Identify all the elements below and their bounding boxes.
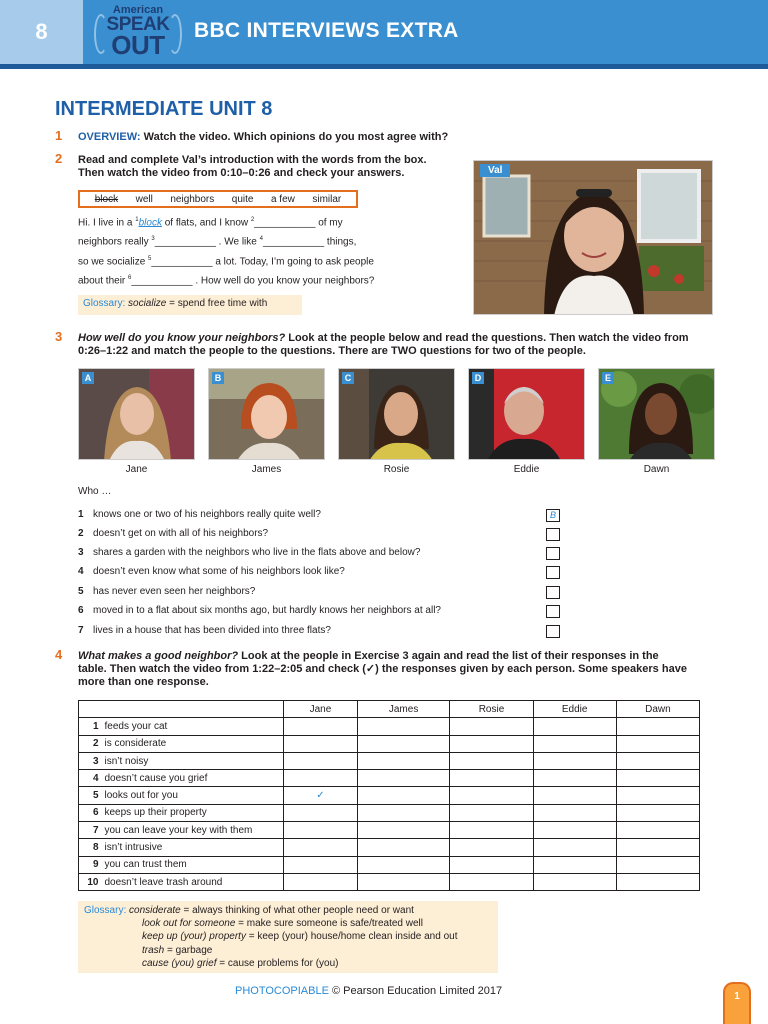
tag-e: E [602,372,614,384]
answer-box-6[interactable] [546,605,560,618]
dawn-illustration [599,369,715,460]
table-row [79,752,700,769]
check-cell[interactable] [616,770,699,787]
table-corner [79,701,284,718]
check-cell[interactable]: ✓ [284,787,358,804]
question-1 [78,509,321,520]
gap-number: 1 [135,217,139,223]
q-number: 3 [78,547,84,558]
row-label: isn’t noisy [101,752,284,769]
check-cell[interactable] [616,839,699,856]
col-rosie: Rosie [450,701,533,718]
check-cell[interactable] [450,718,533,735]
tag-c: C [342,372,354,384]
row-number: 3 [79,752,101,769]
check-cell[interactable] [616,735,699,752]
col-james: James [357,701,450,718]
row-label: isn’t intrusive [101,839,284,856]
name-rosie: Rosie [383,464,410,475]
photocopiable-label: PHOTOCOPIABLE [235,985,329,997]
row-label: keeps up their property [101,804,284,821]
ex4-line1: Look at the people in Exercise 3 again and read the list of their responses in the [238,650,659,662]
glossary2-def: = garbage [164,944,213,956]
ex3-question: How well do you know your neighbors? [78,332,286,344]
ex4-question: What makes a good neighbor? [78,650,239,662]
word-6: similar [312,193,342,205]
check-cell[interactable] [616,804,699,821]
logo-arc-right [168,14,182,54]
question-6 [78,605,441,616]
table-row [79,770,700,787]
q-number: 4 [78,566,84,577]
para-text: so we socialize [78,256,149,268]
gap-number: 6 [128,275,132,281]
table-row [79,856,700,873]
row-number: 10 [79,873,101,890]
check-cell[interactable] [284,856,358,873]
para-text: neighbors really [78,236,152,248]
glossary-def: = spend free time with [166,298,268,309]
para-text: ___________ of my [254,217,343,229]
para-text: ___________ . How well do you know your neighbors? [131,275,375,287]
row-label: you can leave your key with them [101,822,284,839]
photo-eddie [468,368,585,460]
row-label: is considerate [101,735,284,752]
check-cell[interactable] [616,718,699,735]
logo-line2: SPEAK [106,14,170,35]
check-cell[interactable] [450,770,533,787]
check-cell[interactable] [533,735,616,752]
check-cell[interactable] [450,839,533,856]
check-cell[interactable] [616,787,699,804]
word-4: quite [231,193,254,205]
word-5: a few [270,193,295,205]
check-cell[interactable] [284,735,358,752]
check-cell[interactable] [284,839,358,856]
glossary2-def: = always thinking of what other people need or want [180,905,414,916]
check-cell[interactable] [357,839,450,856]
ex4-number: 4 [55,647,63,662]
row-number: 9 [79,856,101,873]
name-eddie: Eddie [513,464,540,475]
tag-d: D [472,372,484,384]
check-cell[interactable] [450,735,533,752]
q-number: 5 [78,586,84,597]
para-text: of flats, and I know [161,217,251,229]
check-cell[interactable] [533,839,616,856]
answer-box-2[interactable] [546,528,560,541]
para-text: Hi. I live in a [78,217,136,229]
gap-number: 5 [148,256,152,262]
val-photo [473,160,713,315]
photo-jane [78,368,195,460]
table-row [79,804,700,821]
glossary2-def: = cause problems for (you) [216,957,339,969]
name-dawn: Dawn [643,464,670,475]
row-label: doesn’t leave trash around [101,873,284,890]
check-cell[interactable] [533,770,616,787]
ex2-line2: Then watch the video from 0:10–0:26 and check your answers. [78,167,405,179]
check-cell[interactable] [284,804,358,821]
val-photo-illustration [474,161,713,315]
para-text: about their [78,275,129,287]
ex3-line1: Look at the people below and read the questions. Then watch the video from [285,332,689,344]
check-cell[interactable] [533,787,616,804]
answer-box-5[interactable] [546,586,560,599]
word-box [78,190,358,208]
answer-box-1[interactable]: B [546,509,560,522]
check-cell[interactable] [533,752,616,769]
speakout-logo [92,4,184,62]
check-cell[interactable] [284,822,358,839]
check-cell[interactable] [616,822,699,839]
check-cell[interactable] [357,804,450,821]
check-cell[interactable] [357,735,450,752]
footer [235,985,502,997]
glossary-box-2 [78,901,498,973]
gap-number: 4 [259,236,263,242]
glossary2-term: look out for someone [142,918,236,930]
ex2-line1: Read and complete Val’s introduction with the words from the box. [78,154,427,166]
page-number: 8 [0,0,83,64]
question-7 [78,625,331,636]
q-number: 7 [78,625,84,636]
row-label: looks out for you [101,787,284,804]
table-row [79,839,700,856]
glossary-label: Glossary: [83,298,126,309]
glossary-term: socialize [128,298,167,309]
para-text: ___________ . We like [154,236,260,248]
glossary2-term: trash [142,944,165,956]
check-cell[interactable] [616,856,699,873]
ex3-line2: 0:26–1:22 and match the people to the questions. There are TWO questions for two of the people. [78,345,586,357]
logo-line3: OUT [111,30,165,60]
check-cell[interactable] [616,752,699,769]
para-line-1 [78,217,343,228]
row-number: 4 [79,770,101,787]
unit-title: INTERMEDIATE UNIT 8 [55,98,273,120]
glossary-box [78,295,302,315]
glossary2-def: = make sure someone is safe/treated well [235,918,423,930]
name-james: James [251,464,282,475]
q-number: 1 [78,509,84,520]
table-row [79,718,700,735]
rosie-illustration [339,369,455,460]
row-label: doesn’t cause you grief [101,770,284,787]
photo-dawn [598,368,715,460]
answer-box-4[interactable] [546,566,560,579]
check-cell[interactable] [533,822,616,839]
q-text: doesn’t get on with all of his neighbors? [93,528,269,539]
q-text: shares a garden with the neighbors who live in the flats above and below? [93,547,421,558]
q-text: lives in a house that has been divided into three flats? [93,625,331,636]
val-label: Val [480,164,510,177]
check-cell[interactable] [357,822,450,839]
row-number: 1 [79,718,101,735]
glossary2-def: = keep (your) house/home clean inside and out [245,931,458,943]
check-cell[interactable] [357,718,450,735]
check-cell[interactable] [533,804,616,821]
name-jane: Jane [125,464,148,475]
row-label: you can trust them [101,856,284,873]
q-text: has never even seen her neighbors? [93,586,256,597]
header-title: BBC INTERVIEWS EXTRA [194,19,459,42]
page-tab: 1 [723,982,751,1024]
check-cell[interactable] [357,770,450,787]
glossary2-term: cause (you) grief [142,957,217,969]
glossary2-term: considerate [129,905,181,916]
ex1-text: Watch the video. Which opinions do you most agree with? [143,131,449,143]
table-row [79,822,700,839]
para-line-4 [78,275,374,286]
tag-a: A [82,372,94,384]
check-cell[interactable] [357,873,450,890]
ex1-instruction [78,131,448,144]
photo-rosie [338,368,455,460]
glossary2-label: Glossary: [84,905,127,916]
tag-b: B [212,372,224,384]
copyright-text: © Pearson Education Limited 2017 [328,985,503,997]
logo-arc-left [94,14,108,54]
ex4-line3: more than one response. [78,676,209,688]
gap-number: 2 [250,217,255,223]
photo-james [208,368,325,460]
q-number: 2 [78,528,84,539]
check-cell[interactable] [533,856,616,873]
row-number: 5 [79,787,101,804]
ex2-instruction [78,154,427,180]
check-cell[interactable] [450,787,533,804]
word-1: block [94,193,119,205]
check-cell[interactable] [450,856,533,873]
check-cell[interactable] [357,787,450,804]
word-3: neighbors [170,193,215,205]
table-row [79,873,700,890]
check-cell[interactable] [533,718,616,735]
ex4-instruction [78,650,687,689]
check-cell[interactable] [357,856,450,873]
row-label: feeds your cat [101,718,284,735]
q-number: 6 [78,605,84,616]
ex1-label: OVERVIEW: [78,131,141,143]
ex1-number: 1 [55,128,63,143]
para-text: ___________ a lot. Today, I’m going to ask people [151,256,374,268]
answer-box-3[interactable] [546,547,560,560]
row-number: 6 [79,804,101,821]
jane-illustration [79,369,195,460]
eddie-illustration [469,369,585,460]
check-cell[interactable] [357,752,450,769]
check-cell[interactable] [450,822,533,839]
check-cell[interactable] [284,718,358,735]
table-row [79,787,700,804]
table-row [79,735,700,752]
glossary2-term: keep up (your) property [142,931,246,943]
check-cell[interactable] [450,873,533,890]
q-text: moved in to a flat about six months ago, but hardly knows her neighbors at all? [93,605,441,616]
col-jane: Jane [284,701,358,718]
check-cell[interactable] [450,804,533,821]
question-2 [78,528,268,539]
question-4 [78,566,345,577]
responses-table [78,700,700,891]
word-2: well [135,193,153,205]
row-number: 7 [79,822,101,839]
ex3-number: 3 [55,329,63,344]
para-text: ___________ things, [262,236,357,248]
check-cell[interactable] [450,752,533,769]
question-3 [78,547,420,558]
gap-answer: block [138,217,162,229]
check-cell[interactable] [284,873,358,890]
logo-line1: American [112,4,164,16]
who-label: Who … [78,486,112,497]
para-line-2 [78,236,356,247]
ex2-number: 2 [55,151,63,166]
check-cell[interactable] [284,770,358,787]
gap-number: 3 [151,236,155,242]
q-text: knows one or two of his neighbors really quite well? [93,509,321,520]
col-dawn: Dawn [616,701,699,718]
row-number: 2 [79,735,101,752]
ex3-instruction [78,332,689,358]
para-line-3 [78,256,374,267]
question-5 [78,586,255,597]
row-number: 8 [79,839,101,856]
check-cell[interactable] [616,873,699,890]
header-underline [0,64,768,69]
james-illustration [209,369,325,460]
q-text: doesn’t even know what some of his neighbors look like? [93,566,345,577]
ex4-line2: table. Then watch the video from 1:22–2:05 and check (✓) the responses given by each person. Some speakers have [78,663,687,675]
check-cell[interactable] [533,873,616,890]
check-cell[interactable] [284,752,358,769]
col-eddie: Eddie [533,701,616,718]
answer-box-7[interactable] [546,625,560,638]
table-header-row [79,701,700,718]
